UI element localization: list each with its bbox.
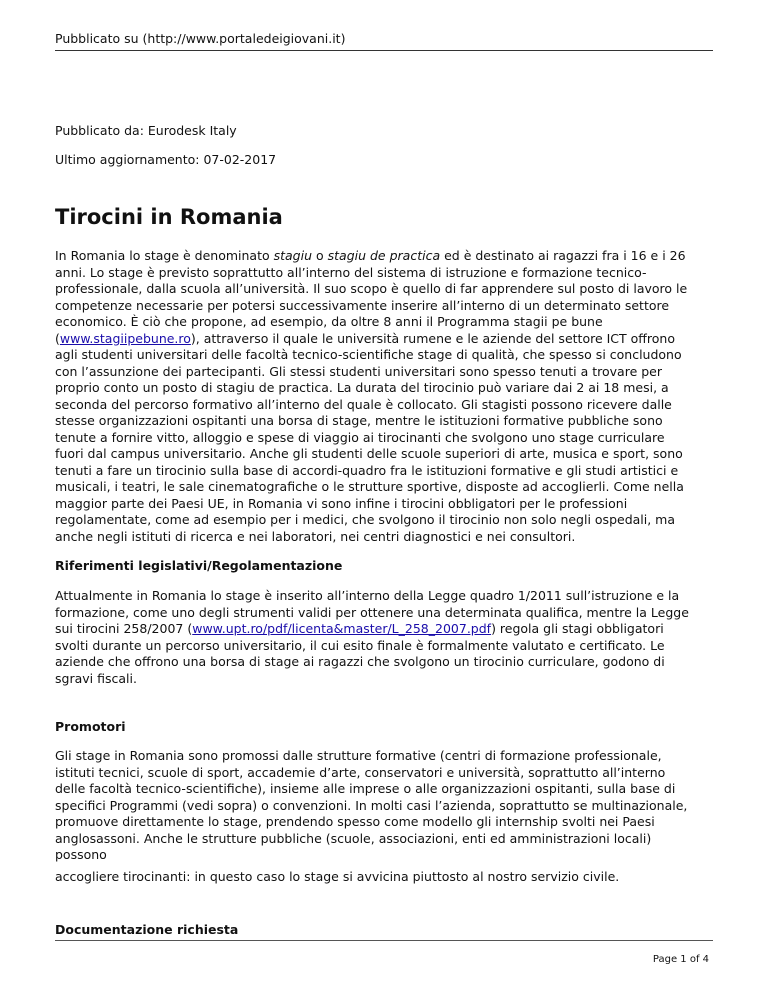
intro-line: anni. Lo stage è previsto soprattutto all’interno del sistema di istruzione e formazione tecnico- xyxy=(55,264,647,280)
page-header: Pubblicato su (http://www.portaledeigiovani.it) xyxy=(55,31,346,46)
promotori-paragraph-2 xyxy=(55,869,720,886)
text-run: In Romania lo stage è denominato xyxy=(55,248,274,263)
intro-line: regolamentate, come ad esempio per i medici, che svolgono il tirocinio non solo negli ospedali, ma xyxy=(55,512,676,527)
text-run: sui tirocini 258/2007 ( xyxy=(55,621,193,636)
intro-line: anche negli istituti di ricerca e nei laboratori, nei centri diagnostici e nei consultori. xyxy=(55,528,576,544)
section-heading-riferimenti: Riferimenti legislativi/Regolamentazione xyxy=(55,558,343,573)
stagiipebune-link[interactable]: www.stagiipebune.ro xyxy=(59,330,191,346)
page-number: Page 1 of 4 xyxy=(652,954,709,965)
promotori-line: anglosassoni. Anche le strutture pubbliche (scuole, associazioni, enti ed amministrazioni locali) xyxy=(55,830,652,846)
term-stagiu-de-practica: stagiu de practica xyxy=(327,248,441,263)
text-run: ( xyxy=(55,330,60,346)
promotori-line: possono xyxy=(55,847,107,862)
intro-line: professionale, dalla scuola all’università. Il suo scopo è quello di far apprendere sul posto di lavoro le xyxy=(55,281,688,296)
intro-line: proprio conto un posto di stagiu de practica. La durata del tirocinio può variare dai 2 ai 18 mesi, a xyxy=(55,380,669,395)
promotori-line: delle facoltà tecnico-scientifiche), insieme alle imprese o alle organizzazioni ospitanti, sulla base di xyxy=(55,781,676,796)
promotori-line: Gli stage in Romania sono promossi dalle strutture formative (centri di formazione professionale, xyxy=(55,748,662,763)
section-heading-promotori: Promotori xyxy=(55,719,126,734)
intro-line: tenute a fornire vitto, alloggio e spese di viaggio ai tirocinanti che svolgono uno stage curriculare xyxy=(55,429,665,445)
intro-line: con l’assunzione dei partecipanti. Gli stessi studenti universitari sono spesso tenuti a trovare per xyxy=(55,363,662,379)
intro-line: economico. È ciò che propone, ad esempio, da oltre 8 anni il Programma stagii pe bune xyxy=(55,314,603,329)
intro-line xyxy=(55,248,720,265)
text-run: ), attraverso il quale le università rumene e le aziende del settore ICT offrono xyxy=(190,330,675,346)
intro-paragraph xyxy=(55,248,720,545)
promotori-line: promuove direttamente lo stage, prendendo spesso come modello gli internship svolti nei Paesi xyxy=(55,814,655,829)
intro-line: tenuti a fare un tirocinio sulla base di accordi-quadro fra le istituzioni formative e gli studi artistici e xyxy=(55,462,679,478)
text-run: ) regola gli stagi obbligatori xyxy=(491,621,664,636)
riferimenti-line: aziende che offrono una borsa di stage ai ragazzi che svolgono un tirocinio curriculare, godono di xyxy=(55,654,665,669)
intro-line: agli studenti universitari delle facoltà tecnico-scientifiche stage di qualità, che spesso si concludono xyxy=(55,347,682,362)
promotori-line: specifici Programmi (vedi sopra) o convenzioni. In molti casi l’azienda, soprattutto se multinazionale, xyxy=(55,797,688,813)
intro-line: musicali, i teatri, le sale cinematografiche o le strutture sportive, disposte ad accoglierli. Come nella xyxy=(55,479,684,494)
section-heading-documentazione: Documentazione richiesta xyxy=(55,922,239,937)
legge-258-link[interactable]: www.upt.ro/pdf/licenta&master/L_258_2007.pdf xyxy=(192,621,492,636)
riferimenti-line: Attualmente in Romania lo stage è inserito all’interno della Legge quadro 1/2011 sull’istruzione e la xyxy=(55,588,680,603)
intro-line xyxy=(55,331,720,348)
intro-line: competenze necessarie per potersi successivamente inserire all’interno di un determinato settore xyxy=(55,297,670,313)
riferimenti-line: sgravi fiscali. xyxy=(55,670,137,686)
term-stagiu: stagiu xyxy=(273,248,313,263)
published-by: Pubblicato da: Eurodesk Italy xyxy=(55,123,237,138)
promotori-line: accogliere tirocinanti: in questo caso lo stage si avvicina piuttosto al nostro servizio civile. xyxy=(55,869,620,884)
last-update: Ultimo aggiornamento: 07-02-2017 xyxy=(55,152,277,167)
promotori-paragraph xyxy=(55,748,720,864)
text-run: o xyxy=(312,248,328,263)
intro-line: fuori dal campus universitario. Anche gli studenti delle scuole superiori di arte, musica e sport, sono xyxy=(55,446,683,461)
text-run: ed è destinato ai ragazzi fra i 16 e i 26 xyxy=(440,248,686,263)
intro-line: seconda del percorso formativo all’interno del quale è collocato. Gli stagisti possono ricevere dalle xyxy=(55,396,672,412)
riferimenti-paragraph xyxy=(55,588,720,687)
riferimenti-line: svolti durante un percorso universitario, il cui esito finale è formalmente valutato e certificato. Le xyxy=(55,637,665,653)
intro-line: maggior parte dei Paesi UE, in Romania vi sono infine i tirocini obbligatori per le professioni xyxy=(55,495,628,511)
promotori-line: istituti tecnici, scuole di sport, accademie d’arte, conservatori e università, soprattutto all’interno xyxy=(55,764,666,780)
header-divider xyxy=(55,50,713,51)
riferimenti-line: formazione, come uno degli strumenti validi per ottenere una determinata qualifica, mentre la Legge xyxy=(55,604,689,620)
intro-line: stesse organizzazioni ospitanti una borsa di stage, mentre le istituzioni formative pubbliche sono xyxy=(55,413,663,428)
footer-divider xyxy=(55,940,713,941)
page-title: Tirocini in Romania xyxy=(55,205,283,229)
riferimenti-line xyxy=(55,621,720,638)
